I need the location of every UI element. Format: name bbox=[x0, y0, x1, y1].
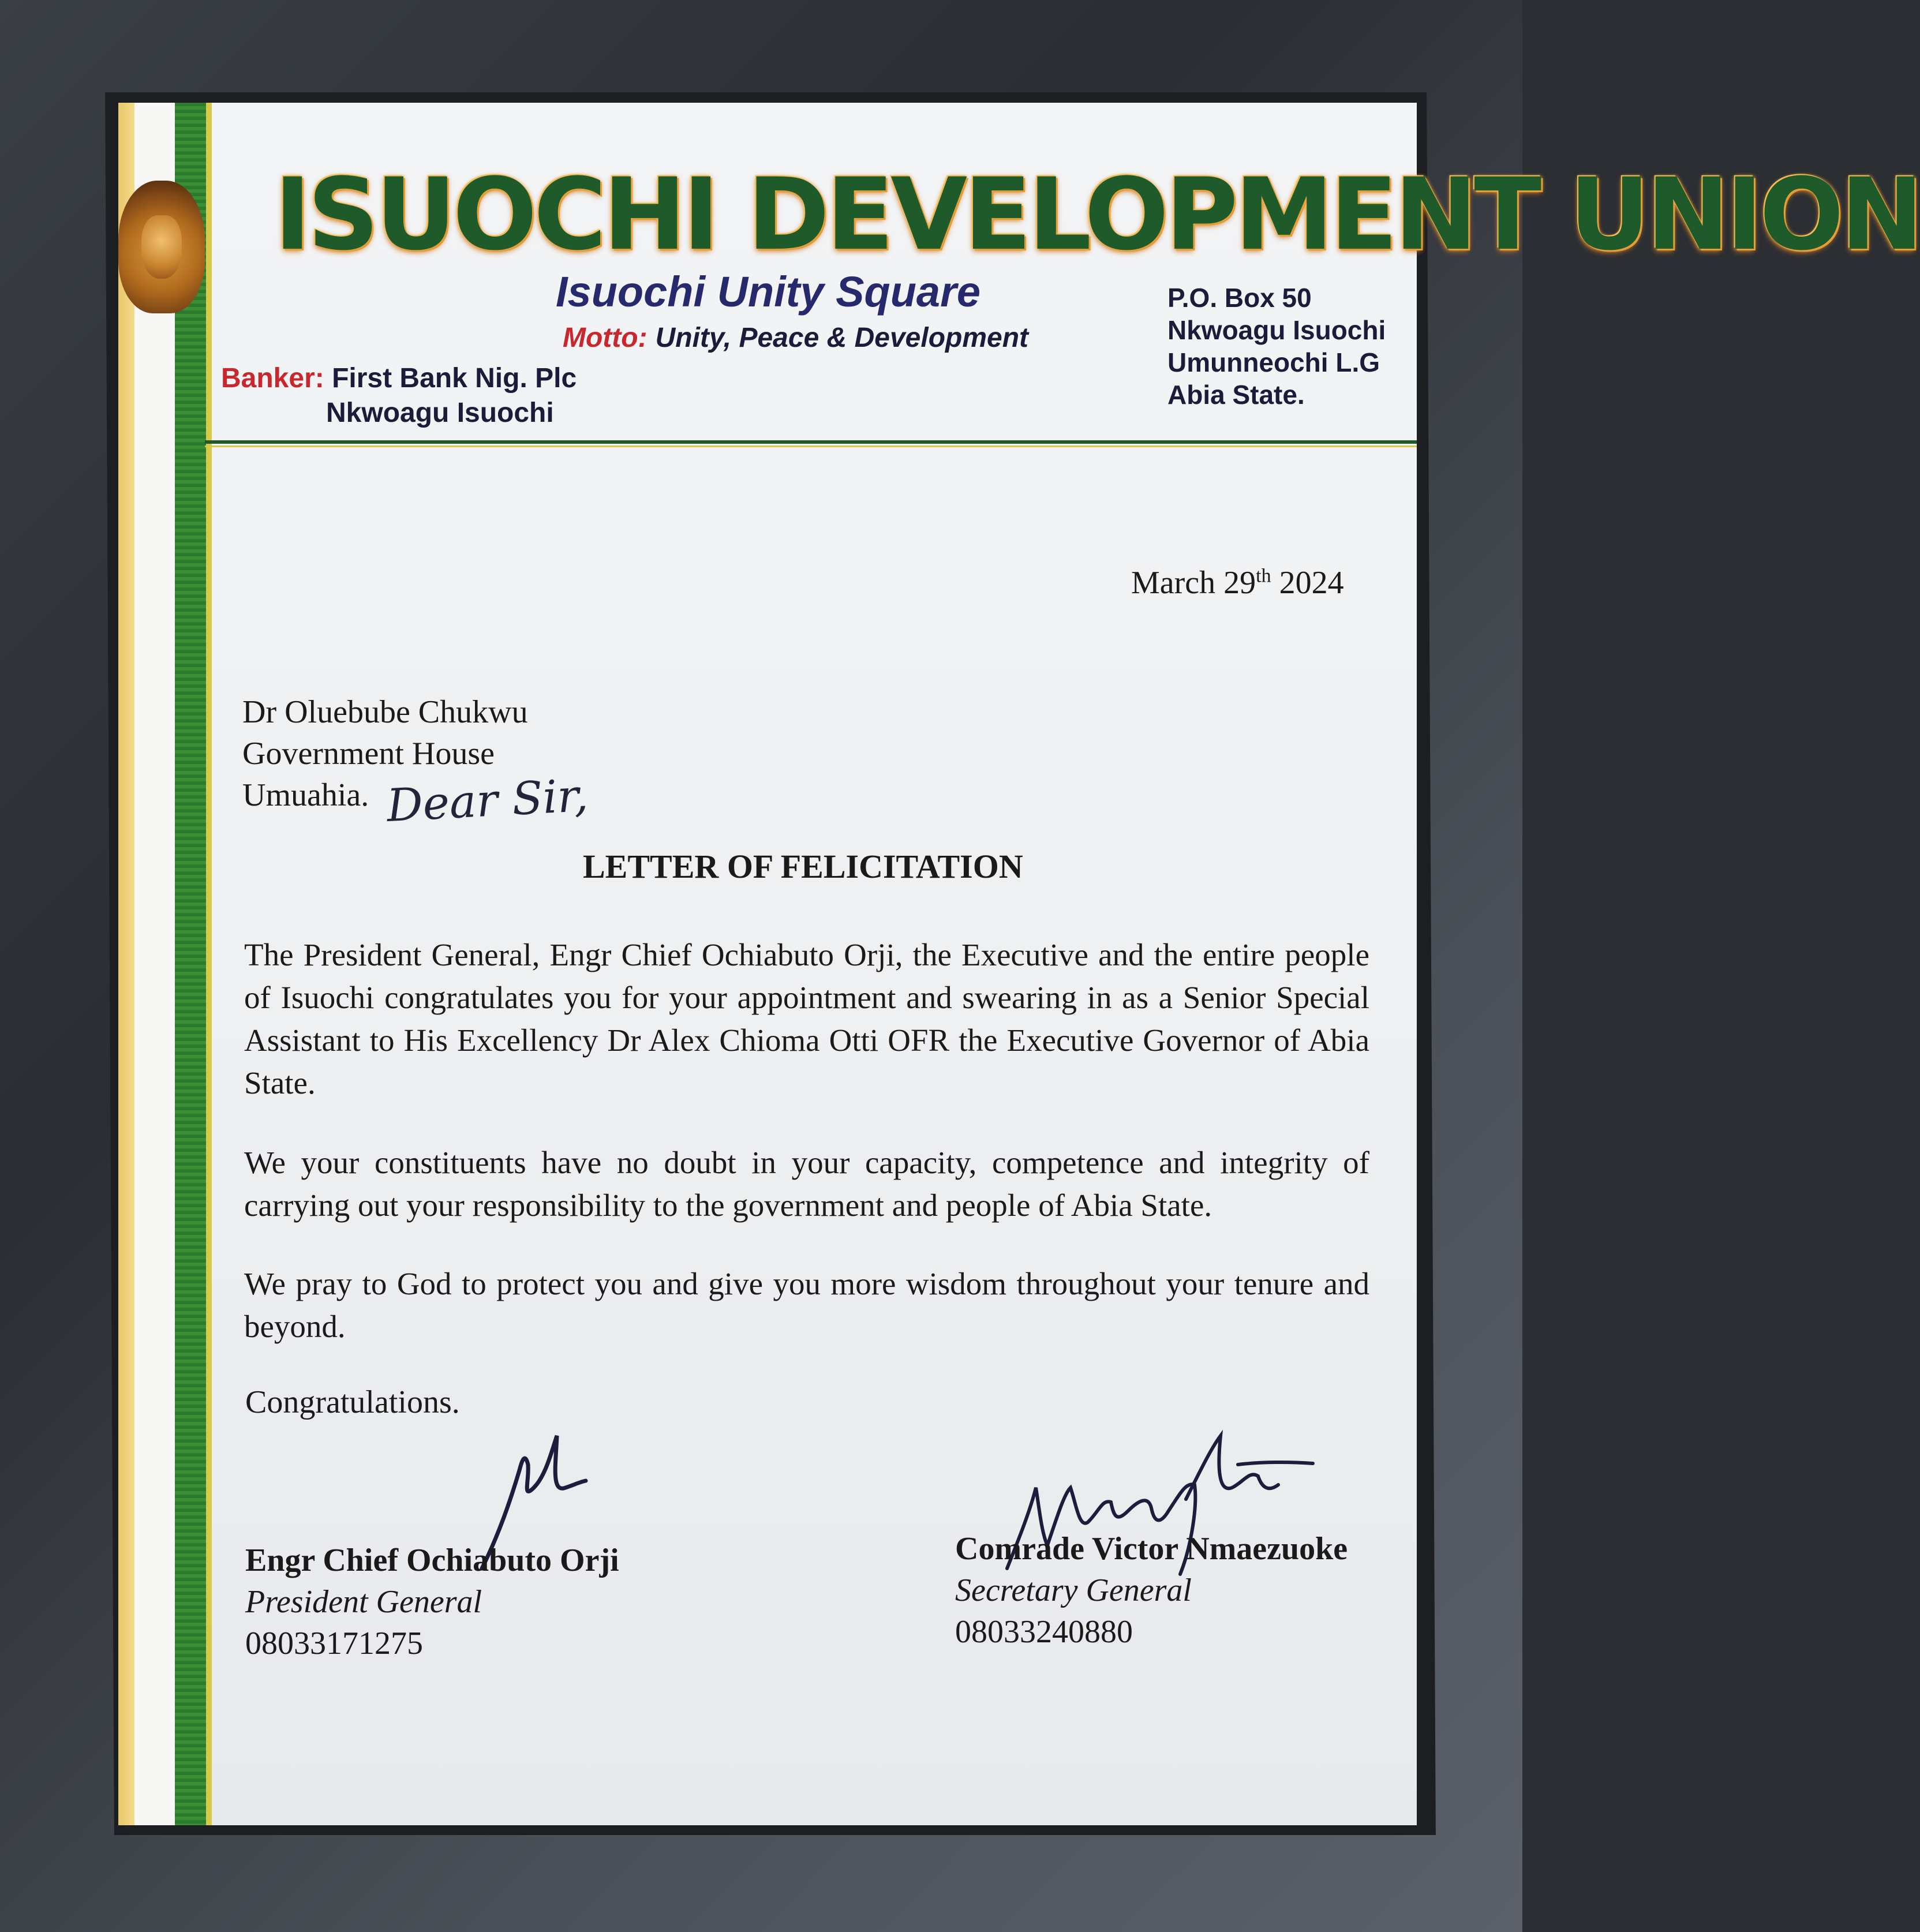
signatory-phone: 08033171275 bbox=[245, 1626, 423, 1661]
banker-name: First Bank Nig. Plc bbox=[332, 363, 577, 394]
body-paragraph: We your constituents have no doubt in your capacity, competence and integrity of carrying out your responsibility to the government and people of Abia State. bbox=[244, 1145, 1369, 1223]
body-paragraph: We pray to God to protect you and give you more wisdom throughout your tenure and beyond. bbox=[244, 1266, 1369, 1344]
postal-address bbox=[1167, 282, 1410, 411]
banker-label: Banker: bbox=[221, 363, 324, 394]
address-line: Nkwoagu Isuochi bbox=[1167, 315, 1386, 345]
closing-line: Congratulations. bbox=[245, 1384, 460, 1420]
date-day: March 29 bbox=[1131, 565, 1256, 601]
margin-stripe-yellow bbox=[206, 103, 212, 1825]
signatory-name: Engr Chief Ochiabuto Orji bbox=[245, 1542, 619, 1578]
handwritten-salutation: Dear Sir, bbox=[385, 769, 590, 833]
address-line: P.O. Box 50 bbox=[1167, 283, 1312, 313]
date-year: 2024 bbox=[1279, 565, 1344, 601]
margin-stripe-orange bbox=[118, 103, 134, 1825]
motto-label: Motto: bbox=[563, 323, 648, 353]
lion-emblem-icon bbox=[118, 181, 205, 313]
letter-sheet bbox=[118, 103, 1920, 1825]
signatory-role: Secretary General bbox=[955, 1572, 1192, 1608]
signatory-president bbox=[245, 1540, 619, 1664]
letter-heading: LETTER OF FELICITATION bbox=[583, 848, 1023, 885]
letterhead-divider-accent bbox=[205, 445, 1417, 447]
address-line: Abia State. bbox=[1167, 380, 1305, 410]
body-paragraph: The President General, Engr Chief Ochiabuto Orji, the Executive and the entire people of Isuochi congratulates you for your appointment and swearing in as a Senior Special Assistant to His Excellency Dr Alex Chioma Otti OFR the Executive Governor of Abia State. bbox=[244, 937, 1369, 1100]
margin-stripe-white bbox=[134, 103, 175, 1825]
recipient-line: Government House bbox=[242, 736, 495, 772]
recipient-line: Dr Oluebube Chukwu bbox=[242, 694, 528, 730]
banker-line bbox=[221, 362, 577, 394]
recipient-line: Umuahia. bbox=[242, 777, 369, 813]
motto-line bbox=[563, 322, 1028, 354]
organization-title: ISUOCHI DEVELOPMENT UNION bbox=[274, 156, 1920, 272]
margin-stripe-green bbox=[175, 103, 206, 1825]
banker-branch: Nkwoagu Isuochi bbox=[326, 398, 554, 428]
signatory-role: President General bbox=[245, 1584, 482, 1620]
motto-text: Unity, Peace & Development bbox=[655, 323, 1029, 353]
date-suffix: th bbox=[1256, 565, 1271, 587]
letterhead-divider bbox=[205, 440, 1417, 444]
letterhead-subtitle: Isuochi Unity Square bbox=[556, 268, 981, 316]
address-line: Umunneochi L.G bbox=[1167, 347, 1380, 377]
signatory-secretary bbox=[955, 1528, 1348, 1653]
letter-date bbox=[1131, 564, 1344, 601]
signatory-phone: 08033240880 bbox=[955, 1614, 1133, 1650]
signatory-name: Comrade Victor Nmaezuoke bbox=[955, 1531, 1348, 1567]
lion-face bbox=[141, 215, 182, 279]
